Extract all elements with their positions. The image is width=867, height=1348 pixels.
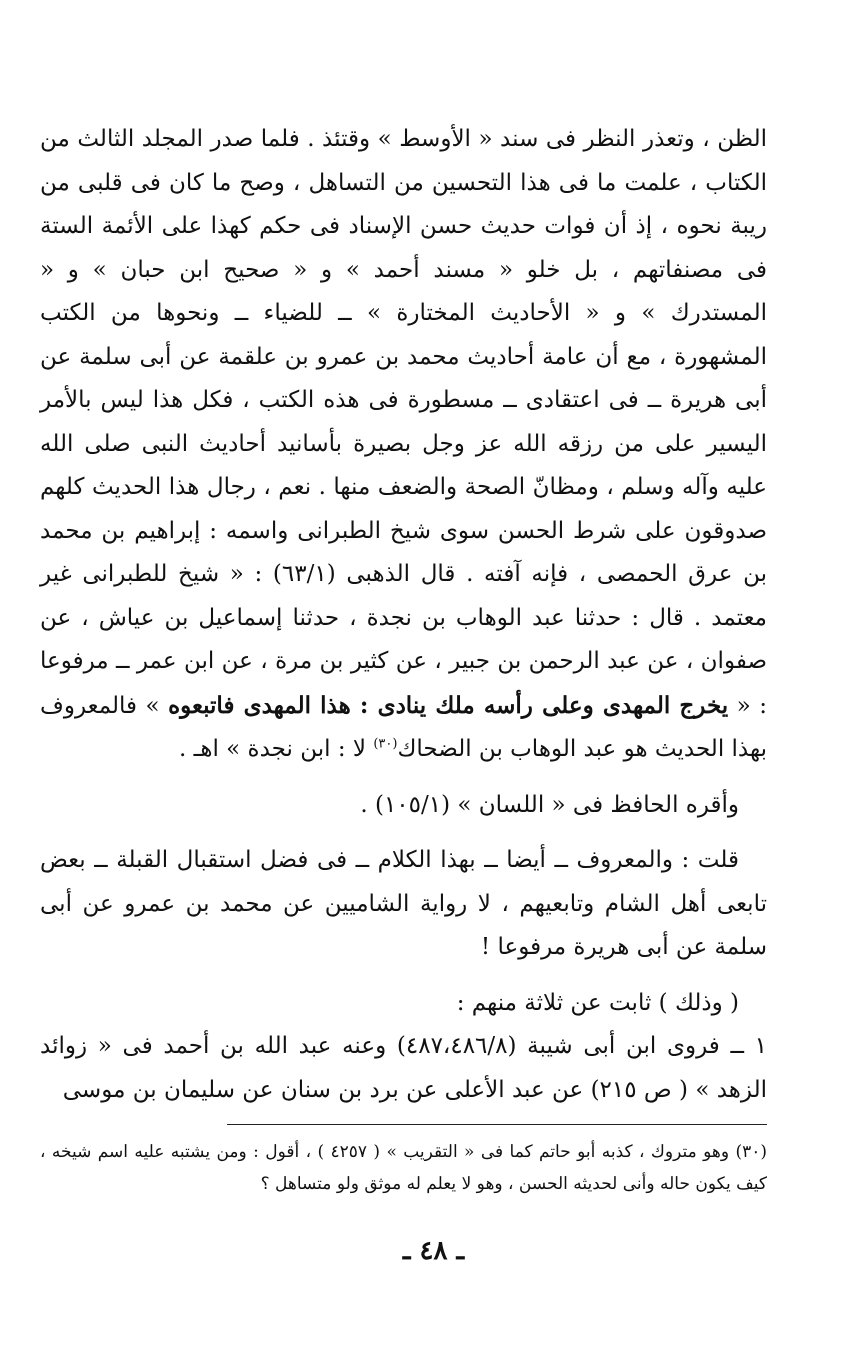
- paragraph-lisan: وأقره الحافظ فى « اللسان » (١٠٥/١) .: [360, 791, 739, 818]
- footnote-reference-30[interactable]: (٣٠): [373, 736, 398, 752]
- paragraph-main: [40, 118, 767, 772]
- footnote-divider: [227, 1124, 767, 1125]
- page-body: [40, 118, 767, 1112]
- paragraph-main-text-3: لا : ابن نجدة » اهـ .: [178, 736, 374, 762]
- footnote-30: (٣٠) وهو متروك ، كذبه أبو حاتم كما فى « التقريب » ( ٤٢٥٧ ) ، أقول : ومن يشتبه عليه اسم شيخه ، كيف يكون حاله وأنى لحديثه الحسن ، وهو لا يعلم له موثق ولو متساهل ؟: [40, 1142, 767, 1194]
- paragraph-thabit: ( وذلك ) ثابت عن ثلاثة منهم :: [456, 989, 739, 1016]
- paragraph-qultu: قلت : والمعروف ــ أيضا ــ بهذا الكلام ــ فى فضل استقبال القبلة ــ بعض تابعى أهل الشام وتابعيهم ، لا رواية الشاميين عن محمد بن عمرو عن أبى سلمة عن أبى هريرة مرفوعا !: [40, 847, 767, 960]
- hadith-quote-bold: يخرج المهدى وعلى رأسه ملك ينادى : هذا المهدى فاتبعوه: [168, 691, 729, 719]
- paragraph-main-text-2: » فالمعروف بهذا الحديث هو عبد الوهاب بن الضحاك: [40, 692, 767, 762]
- page-number: ـ ٤٨ ـ: [402, 1236, 465, 1266]
- paragraph-main-text-1: الظن ، وتعذر النظر فى سند « الأوسط » وقتئذ . فلما صدر المجلد الثالث من الكتاب ، علمت ما فى هذا التحسين من التساهل ، وصح ما كان فى قلبى من ريبة نحوه ، إذ أن فوات حديث حسن الإسناد فى حكم كهذا على الأئمة الستة فى مصنفاتهم ، بل خلو « مسند أحمد » و « صحيح ابن حبان » و « المستدرك » و « الأحاديث المختارة » ــ للضياء ــ ونحوها من الكتب المشهورة ، مع أن عامة أحاديث محمد بن عمرو بن علقمة عن أبى سلمة عن أبى هريرة ــ فى اعتقادى ــ مسطورة فى هذه الكتب ، فكل هذا ليس بالأمر اليسير على من رزقه الله عز وجل بصيرة بأسانيد أحاديث النبى صلى الله عليه وآله وسلم ، ومظانّ الصحة والضعف منها . نعم ، رجال هذا الحديث كلهم صدوقون على شرط الحسن سوى شيخ الطبرانى واسمه : إبراهيم بن محمد بن عرق الحمصى ، فإنه آفته . قال الذهبى (٦٣/١) : « شيخ للطبرانى غير معتمد . قال : حدثنا عبد الوهاب بن نجدة ، حدثنا إسماعيل بن عياش ، عن صفوان ، عن عبد الرحمن بن جبير ، عن كثير بن مرة ، عن ابن عمر ــ مرفوعا : «: [40, 126, 767, 719]
- paragraph-item-1: ١ ــ فروى ابن أبى شيبة (٤٨٧،٤٨٦/٨) وعنه عبد الله بن أحمد فى « زوائد الزهد » ( ص ٢١٥) عن عبد الأعلى عن برد بن سنان عن سليمان بن موسى: [40, 1033, 767, 1103]
